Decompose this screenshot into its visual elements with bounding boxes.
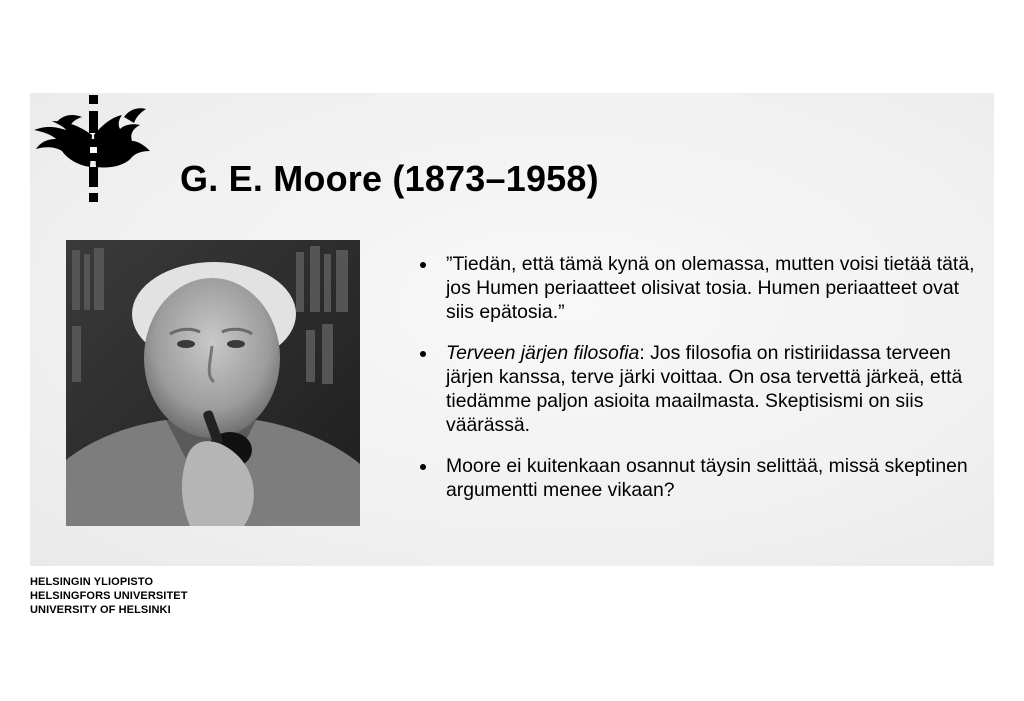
footer-line-finnish: HELSINGIN YLIOPISTO [30, 576, 154, 588]
footer-line-english: UNIVERSITY OF HELSINKI [30, 604, 171, 616]
footer-line-swedish: HELSINGFORS UNIVERSITET [30, 590, 188, 602]
portrait-photo [66, 240, 360, 526]
university-name-footer [30, 575, 188, 617]
university-logo-icon [32, 95, 154, 203]
bullet-item [420, 341, 980, 437]
bullet-dot-icon [420, 262, 426, 268]
bullet-text: Moore ei kuitenkaan osannut täysin selittää, missä skeptinen argumentti menee vikaan? [446, 455, 968, 501]
bullet-item [420, 454, 980, 502]
slide-title: G. E. Moore (1873–1958) [180, 158, 599, 199]
bullet-text: ”Tiedän, että tämä kynä on olemassa, mutten voisi tietää tätä, jos Humen periaatteet olisivat tosia. Humen periaatteet ovat siis epätosia.” [446, 253, 975, 323]
bullet-dot-icon [420, 351, 426, 357]
bullet-emphasis: Terveen järjen filosofia [446, 342, 640, 364]
bullet-text: : Jos filosofia on ristiriidassa terveen järjen kanssa, terve järki voittaa. On osa tervettä järkeä, että tiedämme paljon asioita maailmasta. Skeptisismi on siis väärässä. [446, 342, 963, 436]
bullet-dot-icon [420, 464, 426, 470]
bullet-item [420, 252, 980, 324]
bullet-list [420, 252, 980, 519]
